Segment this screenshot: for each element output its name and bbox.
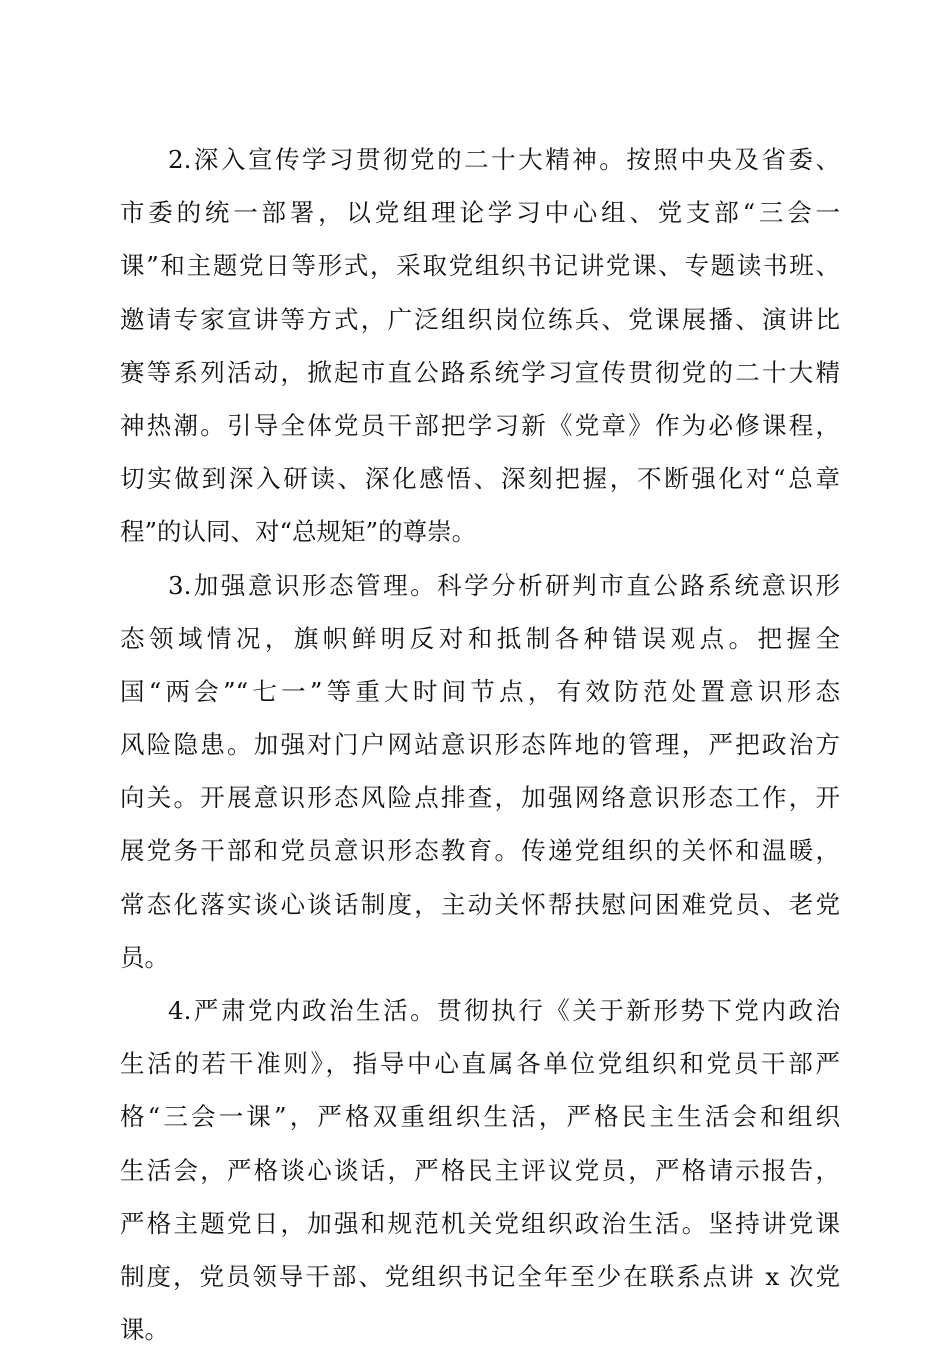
paragraph-4-line-6: 制度，党员领导干部、党组织书记全年至少在联系点讲 x 次党 xyxy=(120,1261,840,1291)
paragraph-2-line-5: 赛等系列活动，掀起市直公路系统学习宣传贯彻党的二十大精 xyxy=(120,357,840,387)
paragraph-3-line-5: 向关。开展意识形态风险点排查，加强网络意识形态工作，开 xyxy=(120,783,840,813)
paragraph-3-line-8: 员。 xyxy=(120,942,169,972)
paragraph-3-line-4: 风险隐患。加强对门户网站意识形态阵地的管理，严把政治方 xyxy=(120,730,840,760)
paragraph-2-line-1: 2.深入宣传学习贯彻党的二十大精神。按照中央及省委、 xyxy=(168,145,840,174)
paragraph-3-line-3: 国“两会”“七一”等重大时间节点，有效防范处置意识形态 xyxy=(120,676,840,706)
paragraph-3-line-2: 态领域情况，旗帜鲜明反对和抵制各种错误观点。把握全 xyxy=(120,623,840,653)
paragraph-4-line-4: 生活会，严格谈心谈话，严格民主评议党员，严格请示报告， xyxy=(120,1155,840,1185)
paragraph-2-line-6: 神热潮。引导全体党员干部把学习新《党章》作为必修课程， xyxy=(120,410,840,440)
paragraph-2-line-3: 课”和主题党日等形式，采取党组织书记讲党课、专题读书班、 xyxy=(120,251,840,281)
paragraph-4-line-5: 严格主题党日，加强和规范机关党组织政治生活。坚持讲党课 xyxy=(120,1208,840,1238)
paragraph-3-line-1: 3.加强意识形态管理。科学分析研判市直公路系统意识形 xyxy=(168,570,840,600)
paragraph-2-line-4: 邀请专家宣讲等方式，广泛组织岗位练兵、党课展播、演讲比 xyxy=(120,304,840,334)
paragraph-2-line-7: 切实做到深入研读、深化感悟、深刻把握，不断强化对“总章 xyxy=(120,464,840,494)
document-body xyxy=(120,146,840,1369)
paragraph-3-line-7: 常态化落实谈心谈话制度，主动关怀帮扶慰问困难党员、老党 xyxy=(120,889,840,919)
paragraph-2-line-8: 程”的认同、对“总规矩”的尊崇。 xyxy=(120,517,477,547)
paragraph-4-line-7: 课。 xyxy=(120,1315,169,1345)
paragraph-3-line-6: 展党务干部和党员意识形态教育。传递党组织的关怀和温暖， xyxy=(120,836,840,866)
paragraph-2-line-2: 市委的统一部署，以党组理论学习中心组、党支部“三会一 xyxy=(120,198,840,228)
paragraph-4-line-3: 格“三会一课”，严格双重组织生活，严格民主生活会和组织 xyxy=(120,1102,840,1132)
paragraph-4-line-2: 生活的若干准则》，指导中心直属各单位党组织和党员干部严 xyxy=(120,1049,840,1079)
paragraph-4-line-1: 4.严肃党内政治生活。贯彻执行《关于新形势下党内政治 xyxy=(168,996,840,1025)
